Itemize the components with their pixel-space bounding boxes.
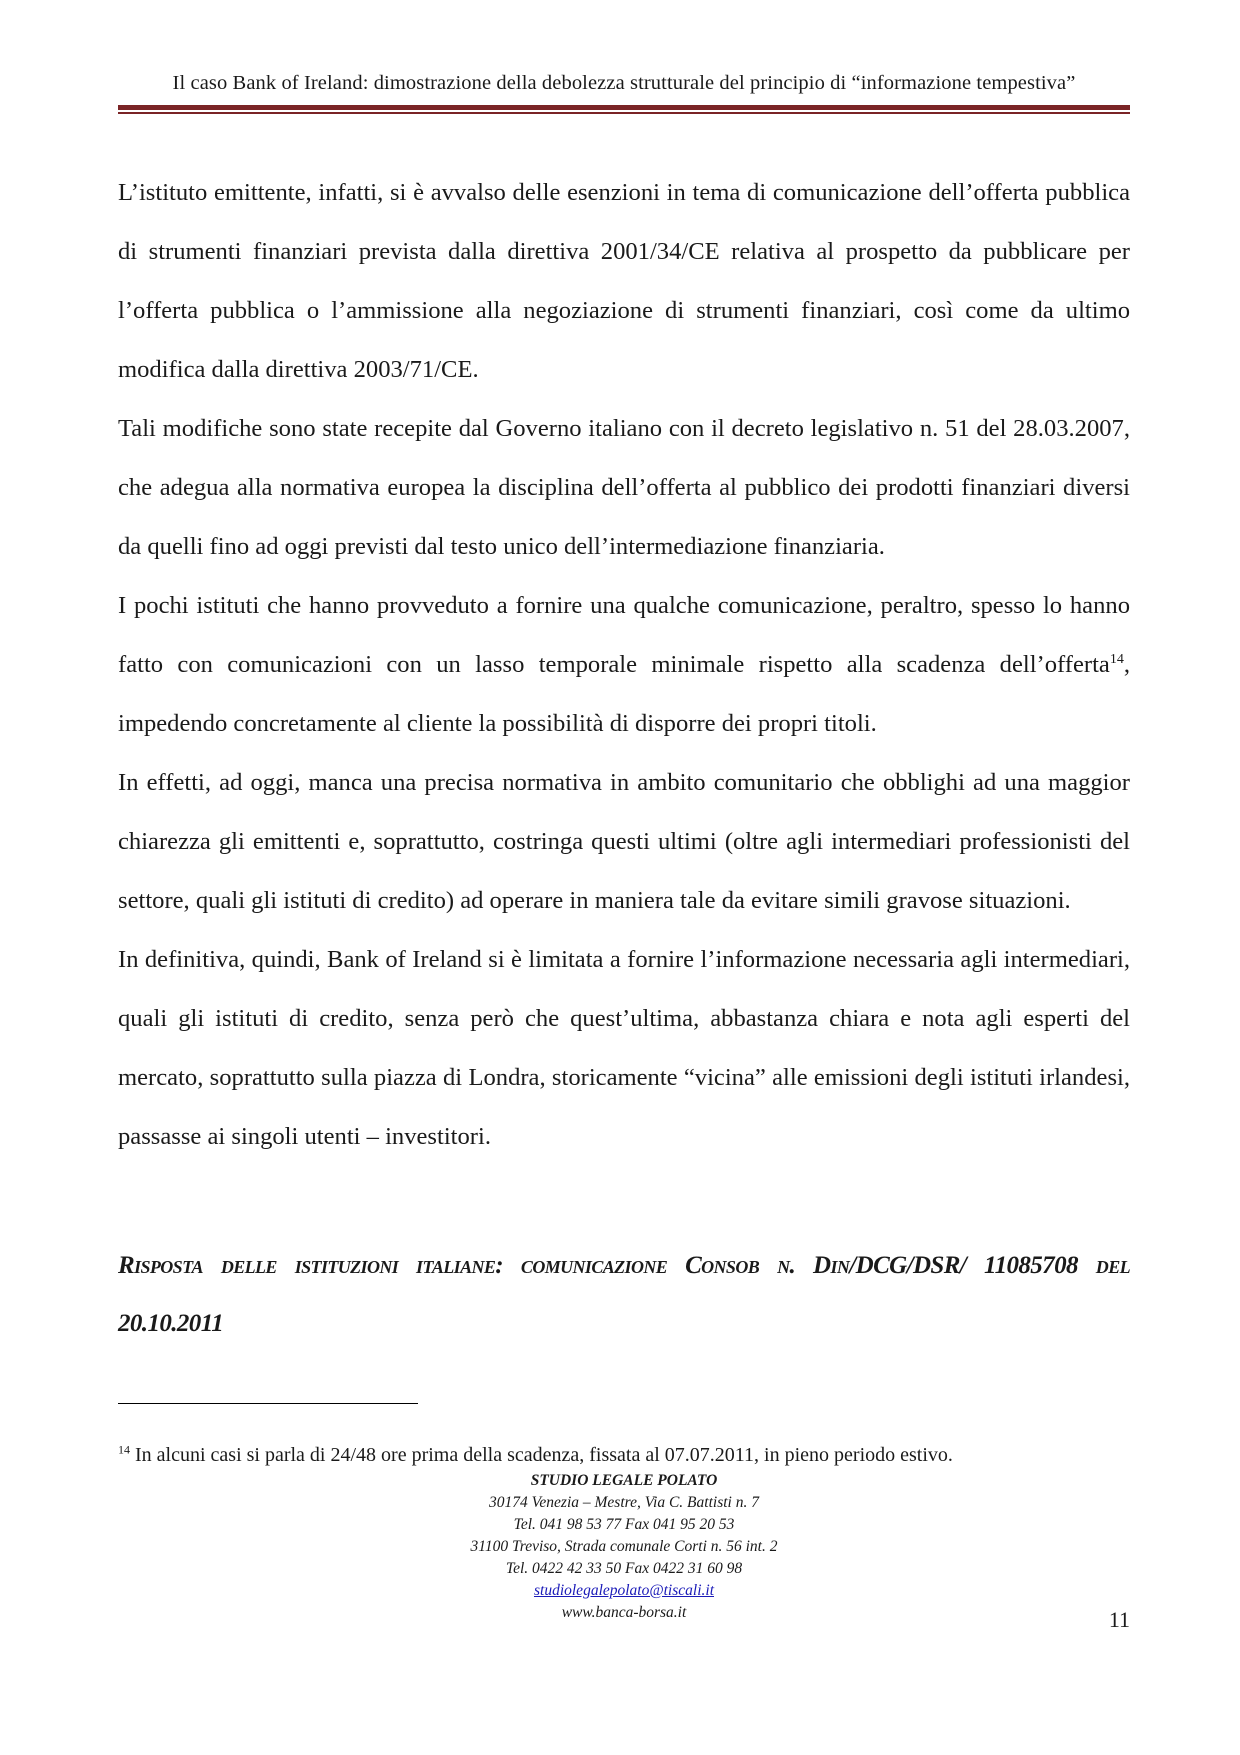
header-rule-thick: [118, 105, 1130, 110]
footnote-separator: [118, 1403, 418, 1404]
paragraph-2: Tali modifiche sono state recepite dal Governo italiano con il decreto legislativo n. 51 del 28.03.2007, che adegua alla normativa europea la disciplina dell’offerta al pubblico dei prodotti finanziari diversi da quelli fino ad oggi previsti dal testo unico dell’intermediazione finanziaria.: [118, 415, 1130, 560]
paragraph-3: [118, 576, 1130, 753]
footnote: [118, 1442, 1130, 1468]
paragraph-3-text-b: , impedendo concretamente al cliente la possibilità di disporre dei propri titoli.: [118, 651, 1130, 737]
paragraph-4: In effetti, ad oggi, manca una precisa normativa in ambito comunitario che obblighi ad una maggior chiarezza gli emittenti e, soprattutto, costringa questi ultimi (oltre agli intermediari professionisti del settore, quali gli istituti di credito) ad operare in maniera tale da evitare simili gravose situazioni.: [118, 769, 1130, 914]
body-text: [118, 163, 1130, 1166]
footer-email-link[interactable]: studiolegalepolato@tiscali.it: [533, 1582, 714, 1599]
footer-website[interactable]: www.banca-borsa.it: [561, 1604, 687, 1621]
footnote-number: 14: [118, 1442, 130, 1457]
page-number: 11: [1108, 1607, 1130, 1632]
footnote-text: In alcuni casi si parla di 24/48 ore prima della scadenza, fissata al 07.07.2011, in pieno periodo estivo.: [130, 1444, 953, 1466]
footer-address-venezia: 30174 Venezia – Mestre, Via C. Battisti n. 7: [489, 1494, 759, 1511]
footnote-reference[interactable]: 14: [1109, 651, 1124, 667]
footer-address-treviso: 31100 Treviso, Strada comunale Corti n. 56 int. 2: [470, 1538, 778, 1555]
paragraph-3-text-a: I pochi istituti che hanno provveduto a fornire una qualche comunicazione, peraltro, spesso lo hanno fatto con comunicazioni con un lasso temporale minimale rispetto alla scadenza dell’offerta: [118, 592, 1130, 678]
footer-contact-block: [118, 1470, 1130, 1624]
footer-phone-treviso: Tel. 0422 42 33 50 Fax 0422 31 60 98: [505, 1560, 743, 1577]
running-header: Il caso Bank of Ireland: dimostrazione della debolezza strutturale del principio di “informazione tempestiva”: [172, 72, 1076, 94]
paragraph-1: L’istituto emittente, infatti, si è avvalso delle esenzioni in tema di comunicazione dell’offerta pubblica di strumenti finanziari prevista dalla direttiva 2001/34/CE relativa al prospetto da pubblicare per l’offerta pubblica o l’ammissione alla negoziazione di strumenti finanziari, così come da ultimo modifica dalla direttiva 2003/71/CE.: [118, 179, 1130, 383]
footer-studio-name: STUDIO LEGALE POLATO: [530, 1472, 718, 1489]
paragraph-5: In definitiva, quindi, Bank of Ireland si è limitata a fornire l’informazione necessaria agli intermediari, quali gli istituti di credito, senza però che quest’ultima, abbastanza chiara e nota agli esperti del mercato, soprattutto sulla piazza di Londra, storicamente “vicina” alle emissioni degli istituti irlandesi, passasse ai singoli utenti – investitori.: [118, 946, 1130, 1150]
footer-phone-venezia: Tel. 041 98 53 77 Fax 041 95 20 53: [513, 1516, 735, 1533]
section-heading: Risposta delle istituzioni italiane: comunicazione Consob n. Din/DCG/DSR/ 11085708 del 20.10.2011: [118, 1252, 1130, 1337]
header-rule-thin: [118, 112, 1130, 114]
